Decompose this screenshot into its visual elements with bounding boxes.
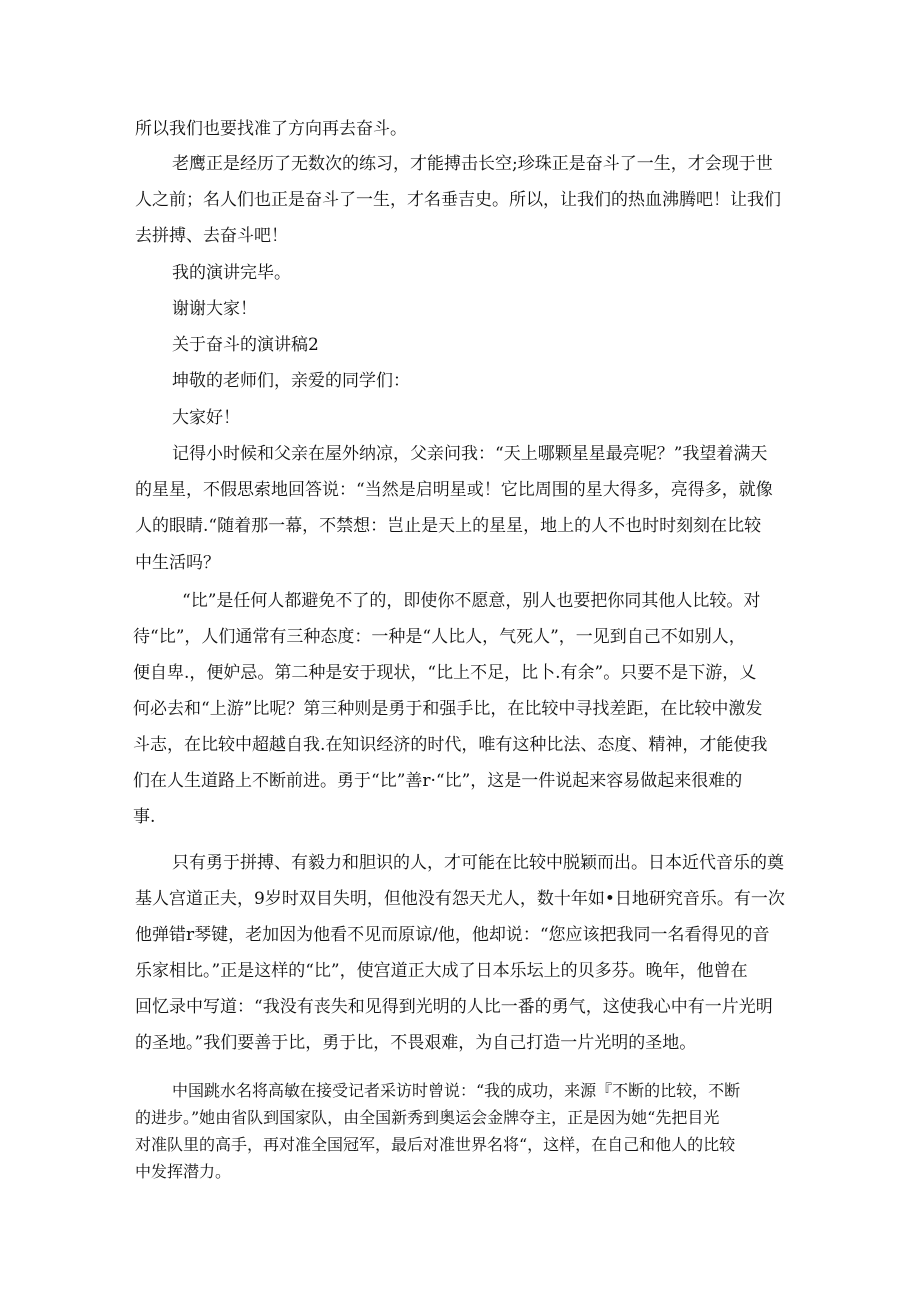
text-line: 回忆录中写道：“我没有丧失和见得到光明的人比一番的勇气，这使我心中有一片光明 [135,997,773,1017]
text-line: 事. [133,807,156,827]
text-line: 老鹰正是经历了无数次的练习，才能搏击长空;珍珠正是奋斗了一生，才会现于世 [172,154,773,174]
text-line: 的圣地。”我们要善于比，勇于比，不畏艰难，为自己打造一片光明的圣地。 [135,1033,697,1053]
text-line: 中发挥潜力。 [135,1162,232,1181]
text-line: 便自卑.，便妒忌。第二种是安于现状，“比上不足，比卜.有余”。只要不是下游，乂 [133,663,757,683]
text-line: 的进步。”她由省队到国家队，由全国新秀到奥运会金牌夺主，正是因为她“先把目光 [135,1108,720,1127]
text-line: 中生活吗？ [135,553,220,573]
text-line: 基人宫道正夫，9岁时双目失明，但他没有怨天尤人，数十年如•日地研究音乐。有一次 [135,889,785,909]
text-line: 他弹错r琴键，老加因为他看不见而原谅/他，他却说：“您应该把我同一名看得见的音 [135,925,770,945]
text-line: 中国跳水名将高敏在接受记者采访时曾说：“我的成功，来源『不断的比较，不断 [172,1081,741,1100]
text-line: 们在人生道路上不断前进。勇于“比”善r·“比”，这是一件说起来容易做起来很难的 [133,771,743,791]
text-line: 人的眼睛.“随着那一幕，不禁想：岂止是天上的星星，地上的人不也时时刻刻在比较 [135,516,762,536]
text-line: 的星星，不假思索地回答说：“当然是启明星或！它比周围的星大得多，亮得多，就像 [135,480,773,500]
text-line: 何必去和“上游”比呢？第三种则是勇于和强手比，在比较中寻找差距，在比较中激发 [133,699,763,719]
text-line: 去拼搏、去奋斗吧！ [135,226,288,246]
text-line: 人之前；名人们也正是奋斗了一生，才名垂吉史。所以，让我们的热血沸腾吧！让我们 [135,190,781,210]
text-line: “比”是任何人都避免不了的，即使你不愿意，别人也要把你同其他人比较。对 [182,591,761,611]
text-line: 所以我们也要找准了方向再去奋斗。 [135,119,407,139]
text-line: 对准队里的高手，再对准全国冠军，最后对准世界名将“，这样，在自己和他人的比较 [135,1135,736,1154]
section-heading: 关于奋斗的演讲稿2 [172,335,319,355]
text-line: 记得小时候和父亲在屋外纳凉，父亲问我：“天上哪颗星星最亮呢？”我望着满天 [172,444,768,464]
text-line: 乐家相比。”正是这样的“比”，使宫道正大成了日本乐坛上的贝多芬。晚年，他曾在 [135,961,748,981]
text-line: 待“比”，人们通常有三种态度：一种是“人比人，气死人”，一见到自己不如别人， [133,627,746,647]
text-line: 我的演讲完毕。 [172,263,291,283]
greeting: 大家好！ [172,408,240,428]
text-line: 只有勇于拼搏、有毅力和胆识的人，才可能在比较中脱颖而出。日本近代音乐的奠 [172,853,784,873]
text-line: 斗志，在比较中超越自我.在知识经济的时代，唯有这种比法、态度、精神，才能使我 [133,735,768,755]
text-line: 谢谢大家！ [172,299,257,319]
salutation: 坤敬的老师们，亲爱的同学们： [172,371,410,391]
